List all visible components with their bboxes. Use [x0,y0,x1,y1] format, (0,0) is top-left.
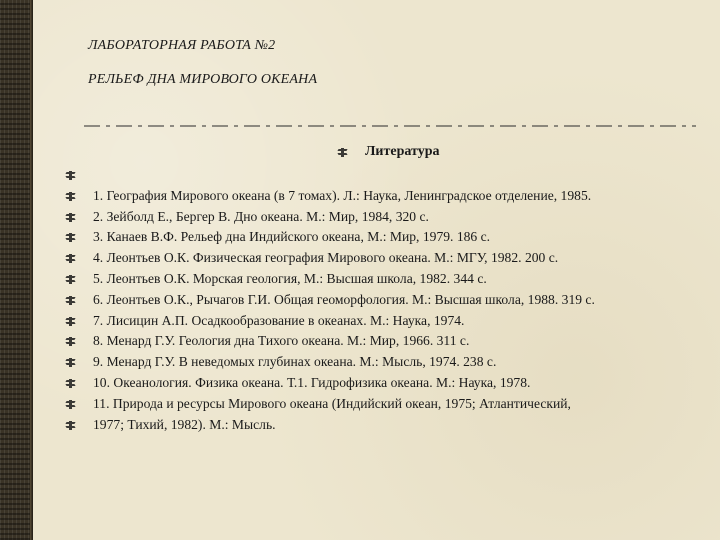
reference-text: 8. Менард Г.У. Геология дна Тихого океана. М.: Мир, 1966. 311 с. [93,333,470,349]
reference-text: 10. Океанология. Физика океана. Т.1. Гидрофизика океана. М.: Наука, 1978. [93,374,531,390]
slide-header [88,36,317,104]
reference-text: 4. Леонтьев О.К. Физическая география Мирового океана. М.: МГУ, 1982. 200 с. [93,250,559,266]
reference-text: 5. Леонтьев О.К. Морская геология, М.: Высшая школа, 1982. 344 с. [93,270,487,286]
bullet-icon [66,317,75,326]
reference-text: 3. Канаев В.Ф. Рельеф дна Индийского океана, М.: Мир, 1979. 186 с. [93,229,491,245]
bullet-icon [66,192,75,201]
reference-text: 9. Менард Г.У. В неведомых глубинах океана. М.: Мысль, 1974. 238 с. [93,354,497,370]
reference-text: 1. География Мирового океана (в 7 томах). Л.: Наука, Ленинградское отделение, 1985. [93,187,592,203]
bullet-icon [66,254,75,263]
bullet-icon [66,171,75,180]
bullet-icon [338,148,347,157]
topic-title: РЕЛЬЕФ ДНА МИРОВОГО ОКЕАНА [88,72,318,87]
reference-text: 1977; Тихий, 1982). М.: Мысль. [93,416,276,432]
section-heading: Литература [365,144,440,159]
lab-title: ЛАБОРАТОРНАЯ РАБОТА №2 [88,38,276,53]
bullet-icon [66,275,75,284]
bullet-icon [66,421,75,430]
bullet-icon [66,358,75,367]
bullet-icon [66,400,75,409]
bullet-icon [66,233,75,242]
bullet-icon [66,379,75,388]
bullet-icon [66,213,75,222]
reference-text: 7. Лисицин А.П. Осадкообразование в океанах. М.: Наука, 1974. [93,312,465,328]
bullet-icon [66,337,75,346]
reference-text: 6. Леонтьев О.К., Рычагов Г.И. Общая геоморфология. М.: Высшая школа, 1988. 319 с. [93,291,595,307]
reference-text: 2. Зейболд Е., Бергер В. Дно океана. М.: Мир, 1984, 320 с. [93,208,429,224]
section-heading-row [338,144,440,160]
reference-text: 11. Природа и ресурсы Мирового океана (Индийский океан, 1975; Атлантический, [93,395,571,411]
bullet-icon [66,296,75,305]
dash-dot-divider [84,120,696,132]
decorative-border [0,0,33,540]
